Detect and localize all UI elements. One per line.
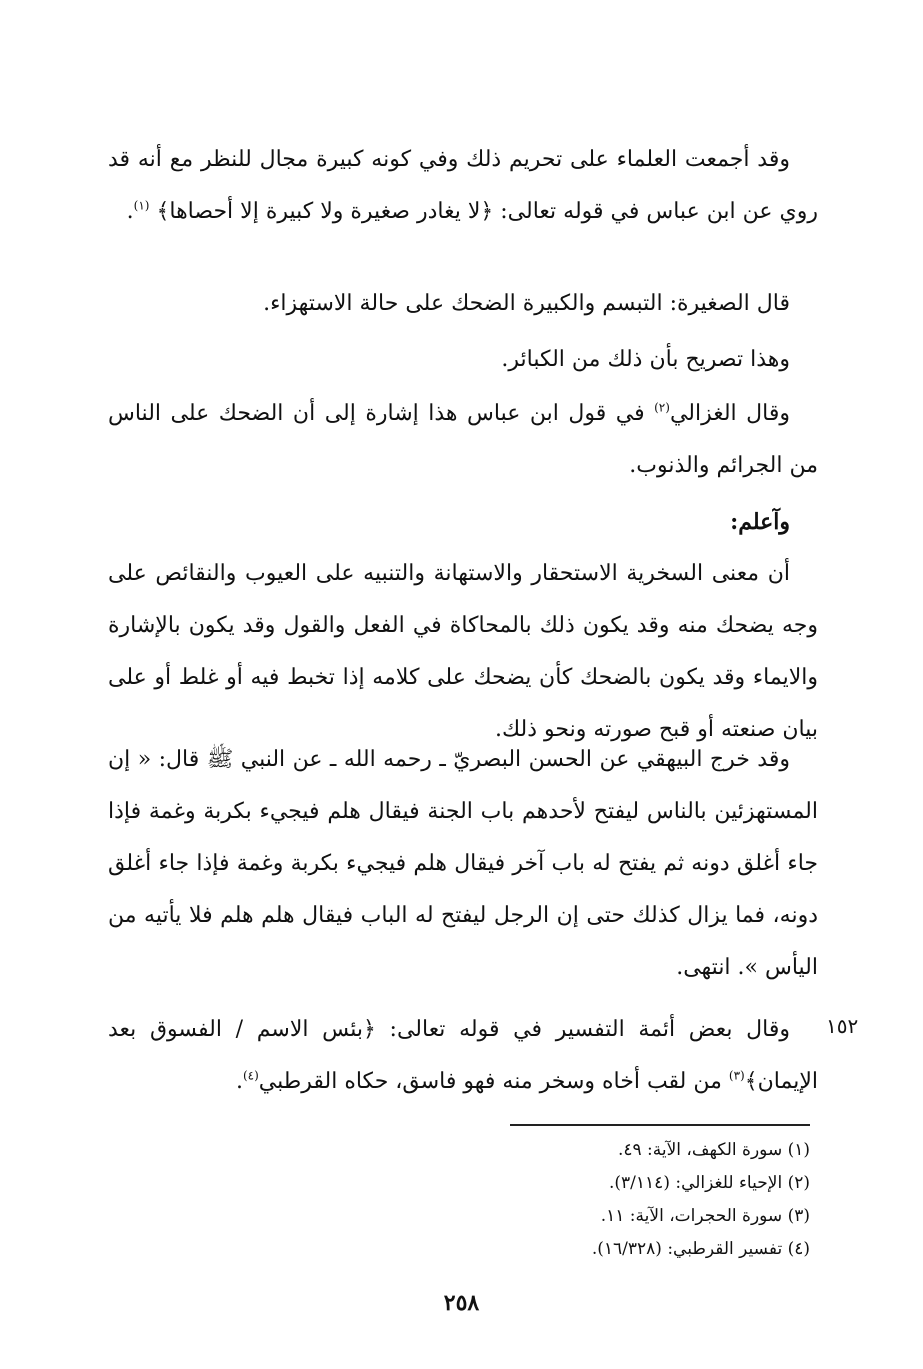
paragraph-4 [108,388,818,492]
footnote-ref-3: (٣) [728,1068,745,1083]
paragraph-4-text-b: في قول ابن عباس هذا إشارة إلى أن الضحك على الناس من الجرائم والذنوب. [108,401,818,478]
footnote-1: (١) سورة الكهف، الآية: ٤٩. [617,1140,810,1160]
footnote-2: (٢) الإحياء للغزالي: (٣/١١٤). [609,1173,810,1193]
paragraph-5: أن معنى السخرية الاستحقار والاستهانة والتنبيه على العيوب والنقائص على وجه يضحك منه وقد يكون ذلك بالمحاكاة في الفعل والقول وقد يكون بالإشارة والايماء وقد يكون بالضحك كأن يضحك على كلامه إذا تخبط فيه أو غلط أو على بيان صنعته أو قبح صورته ونحو ذلك. [108,561,818,742]
footnotes [400,1134,810,1266]
paragraph-2: قال الصغيرة: التبسم والكبيرة الضحك على حالة الاستهزاء. [263,291,790,316]
footnote-ref-2: (٢) [654,400,670,415]
footnote-ref-1: (١) [133,198,150,213]
paragraph-6: وقد خرج البيهقي عن الحسن البصريّ ـ رحمه الله ـ عن النبي ﷺ قال: « إن المستهزئين بالناس ليفتح لأحدهم باب الجنة فيقال هلم فيجيء بكربة وغمة فإذا جاء أغلق دونه ثم يفتح له باب آخر فيقال هلم فيجيء بكربة وغمة فإذا جاء أغلق دونه، فما يزال كذلك حتى إن الرجل ليفتح له الباب فيقال هلم هلم فلا يأتيه من اليأس ». انتهى. [108,747,818,980]
paragraph-4-text-a: وقال الغزالي [669,401,790,426]
footnote-divider [510,1124,810,1126]
paragraph-7-end: . [235,1069,243,1094]
section-heading: وآعلم: [730,509,790,535]
paragraph-3: وهذا تصريح بأن ذلك من الكبائر. [501,347,790,372]
page-number: ٢٥٨ [443,1290,480,1316]
paragraph-1-end: . [126,199,134,224]
paragraph-7-text-b: من لقب أخاه وسخر منه فهو فاسق، حكاه القرطبي [258,1069,729,1094]
margin-number: ١٥٢ [826,1014,859,1038]
paragraph-7 [108,1004,818,1108]
footnote-ref-4: (٤) [242,1068,259,1083]
paragraph-7-text-a: وقال بعض أئمة التفسير في قوله تعالى: ﴿بئس الاسم / الفسوق بعد الإيمان﴾ [108,1017,818,1094]
paragraph-1 [108,134,818,238]
footnote-4: (٤) تفسير القرطبي: (١٦/٣٢٨). [591,1239,810,1259]
footnote-3: (٣) سورة الحجرات، الآية: ١١. [600,1206,810,1226]
paragraph-1-text: وقد أجمعت العلماء على تحريم ذلك وفي كونه كبيرة مجال للنظر مع أنه قد روي عن ابن عباس في قوله تعالى: ﴿لا يغادر صغيرة ولا كبيرة إلا أحصاها﴾ [108,147,818,224]
